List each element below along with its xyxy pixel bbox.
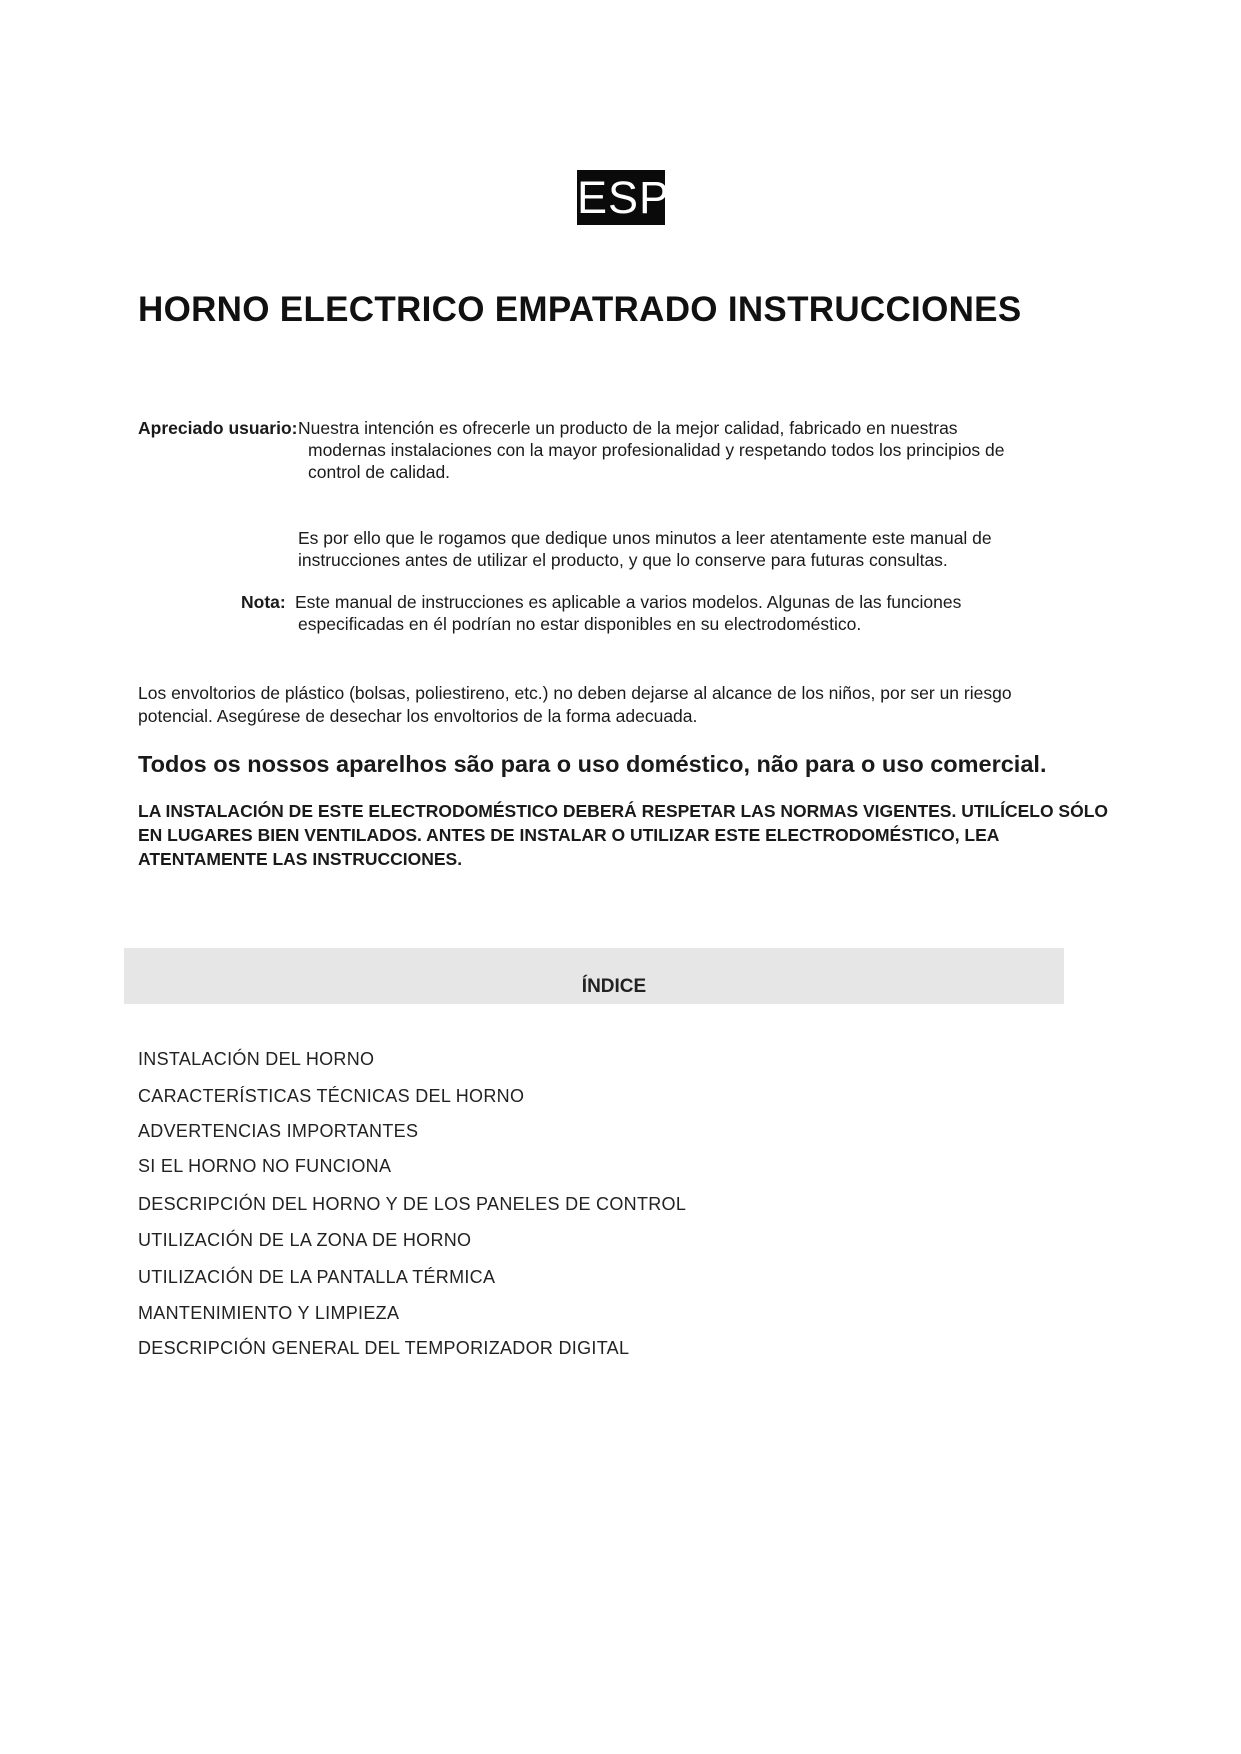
toc-item[interactable]: UTILIZACIÓN DE LA PANTALLA TÉRMICA: [138, 1267, 496, 1287]
note-label: Nota:: [241, 592, 286, 612]
plastic-warning: Los envoltorios de plástico (bolsas, poliestireno, etc.) no deben dejarse al alcance de los niños, por ser un riesgo potencial. Asegúrese de desechar los envoltorios de la forma adecuada.: [138, 683, 1012, 726]
user-greeting-text: Nuestra intención es ofrecerle un producto de la mejor calidad, fabricado en nuestras modernas instalaciones con la mayor profesionalidad y respetando todos los principios de control de calidad.: [298, 418, 1005, 482]
index-header: [124, 948, 1064, 1004]
toc-item[interactable]: CARACTERÍSTICAS TÉCNICAS DEL HORNO: [138, 1086, 525, 1106]
toc-item[interactable]: DESCRIPCIÓN GENERAL DEL TEMPORIZADOR DIGITAL: [138, 1338, 630, 1358]
user-greeting: [138, 417, 1098, 483]
user-greeting-label: Apreciado usuario:: [138, 418, 298, 438]
index-title: ÍNDICE: [581, 976, 647, 997]
language-badge: ESP: [577, 172, 671, 223]
toc-item[interactable]: ADVERTENCIAS IMPORTANTES: [138, 1121, 419, 1141]
toc-item[interactable]: SI EL HORNO NO FUNCIONA: [138, 1156, 392, 1176]
intro-section: [138, 417, 1098, 635]
installation-warning: LA INSTALACIÓN DE ESTE ELECTRODOMÉSTICO DEBERÁ RESPETAR LAS NORMAS VIGENTES. UTILÍCELO SÓLO EN LUGARES BIEN VENTILADOS. ANTES DE INSTALAR O UTILIZAR ESTE ELECTRODOMÉSTICO, LEA ATENTAMENTE LAS INSTRUCCIONES.: [138, 801, 1109, 869]
page-title: HORNO ELECTRICO EMPATRADO INSTRUCCIONES: [138, 290, 1022, 329]
toc-item[interactable]: UTILIZACIÓN DE LA ZONA DE HORNO: [138, 1230, 472, 1250]
intro-paragraph-2: Es por ello que le rogamos que dedique unos minutos a leer atentamente este manual de instrucciones antes de utilizar el producto, y que lo conserve para futuras consultas.: [298, 528, 992, 570]
toc-item[interactable]: INSTALACIÓN DEL HORNO: [138, 1049, 375, 1069]
toc-item[interactable]: MANTENIMIENTO Y LIMPIEZA: [138, 1303, 400, 1323]
toc-item[interactable]: DESCRIPCIÓN DEL HORNO Y DE LOS PANELES DE CONTROL: [138, 1194, 687, 1214]
note-text: Este manual de instrucciones es aplicable a varios modelos. Algunas de las funciones especificadas en él podrían no estar disponibles en su electrodoméstico.: [295, 592, 962, 634]
note: [138, 591, 1098, 635]
domestic-use-notice: Todos os nossos aparelhos são para o uso doméstico, não para o uso comercial.: [138, 751, 1047, 777]
